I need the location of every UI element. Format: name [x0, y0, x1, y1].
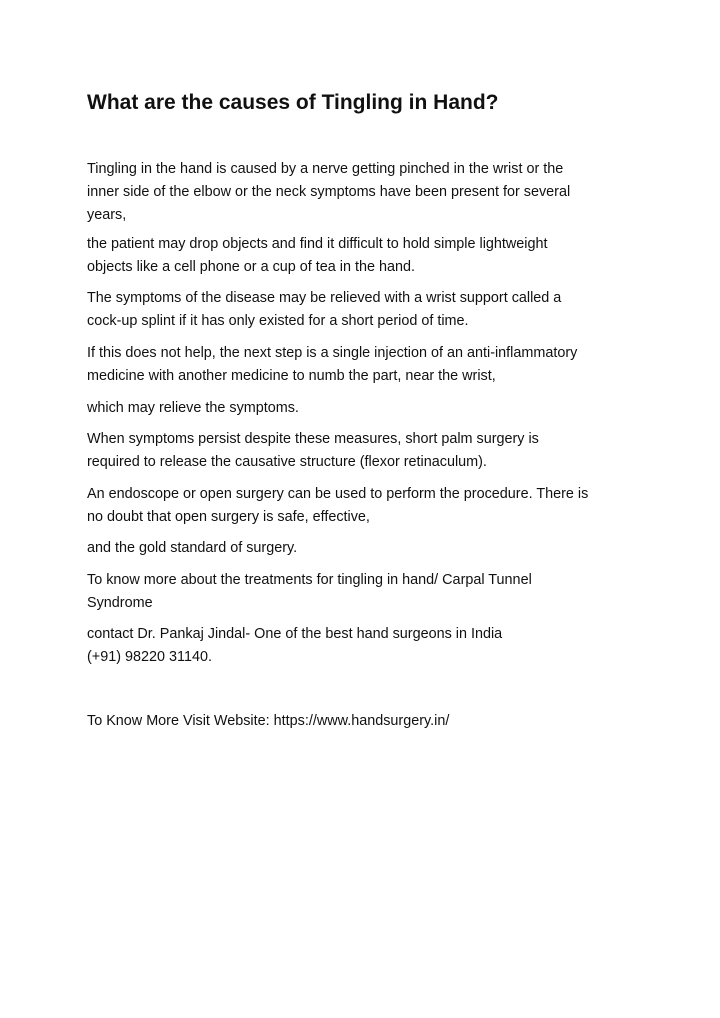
paragraph-surgery — [87, 428, 647, 474]
text-line: An endoscope or open surgery can be used to perform the procedure. There is — [87, 486, 589, 502]
website-line: To Know More Visit Website: https://www.handsurgery.in/ — [87, 713, 450, 729]
text-line: the patient may drop objects and find it difficult to hold simple lightweight — [87, 236, 548, 252]
paragraph-splint — [87, 287, 647, 333]
paragraph-injection — [87, 342, 647, 388]
text-line: inner side of the elbow or the neck symptoms have been present for several — [87, 184, 571, 200]
text-line: Tingling in the hand is caused by a nerve getting pinched in the wrist or the — [87, 161, 564, 177]
text-line: medicine with another medicine to numb the part, near the wrist, — [87, 368, 496, 384]
paragraph-contact — [87, 623, 647, 669]
text-line: (+91) 98220 31140. — [87, 649, 212, 665]
paragraph-know-more — [87, 569, 647, 615]
paragraph-website — [87, 710, 647, 733]
text-line: contact Dr. Pankaj Jindal- One of the best hand surgeons in India — [87, 626, 503, 642]
paragraph-relief — [87, 397, 647, 420]
text-line: objects like a cell phone or a cup of tea in the hand. — [87, 259, 416, 275]
text-line: and the gold standard of surgery. — [87, 540, 298, 556]
document-title: What are the causes of Tingling in Hand? — [87, 91, 499, 114]
text-line: no doubt that open surgery is safe, effective, — [87, 509, 370, 525]
text-line: cock-up splint if it has only existed for a short period of time. — [87, 313, 469, 329]
text-line: years, — [87, 207, 127, 223]
text-line: which may relieve the symptoms. — [87, 400, 299, 416]
paragraph-procedure — [87, 483, 647, 529]
text-line: required to release the causative structure (flexor retinaculum). — [87, 454, 487, 470]
text-line: The symptoms of the disease may be relieved with a wrist support called a — [87, 290, 562, 306]
paragraph-symptoms — [87, 233, 647, 279]
text-line: When symptoms persist despite these measures, short palm surgery is — [87, 431, 539, 447]
paragraph-cause — [87, 158, 647, 227]
text-line: If this does not help, the next step is a single injection of an anti-inflammatory — [87, 345, 578, 361]
text-line: To know more about the treatments for tingling in hand/ Carpal Tunnel — [87, 572, 532, 588]
paragraph-gold-standard — [87, 537, 647, 560]
text-line: Syndrome — [87, 595, 153, 611]
